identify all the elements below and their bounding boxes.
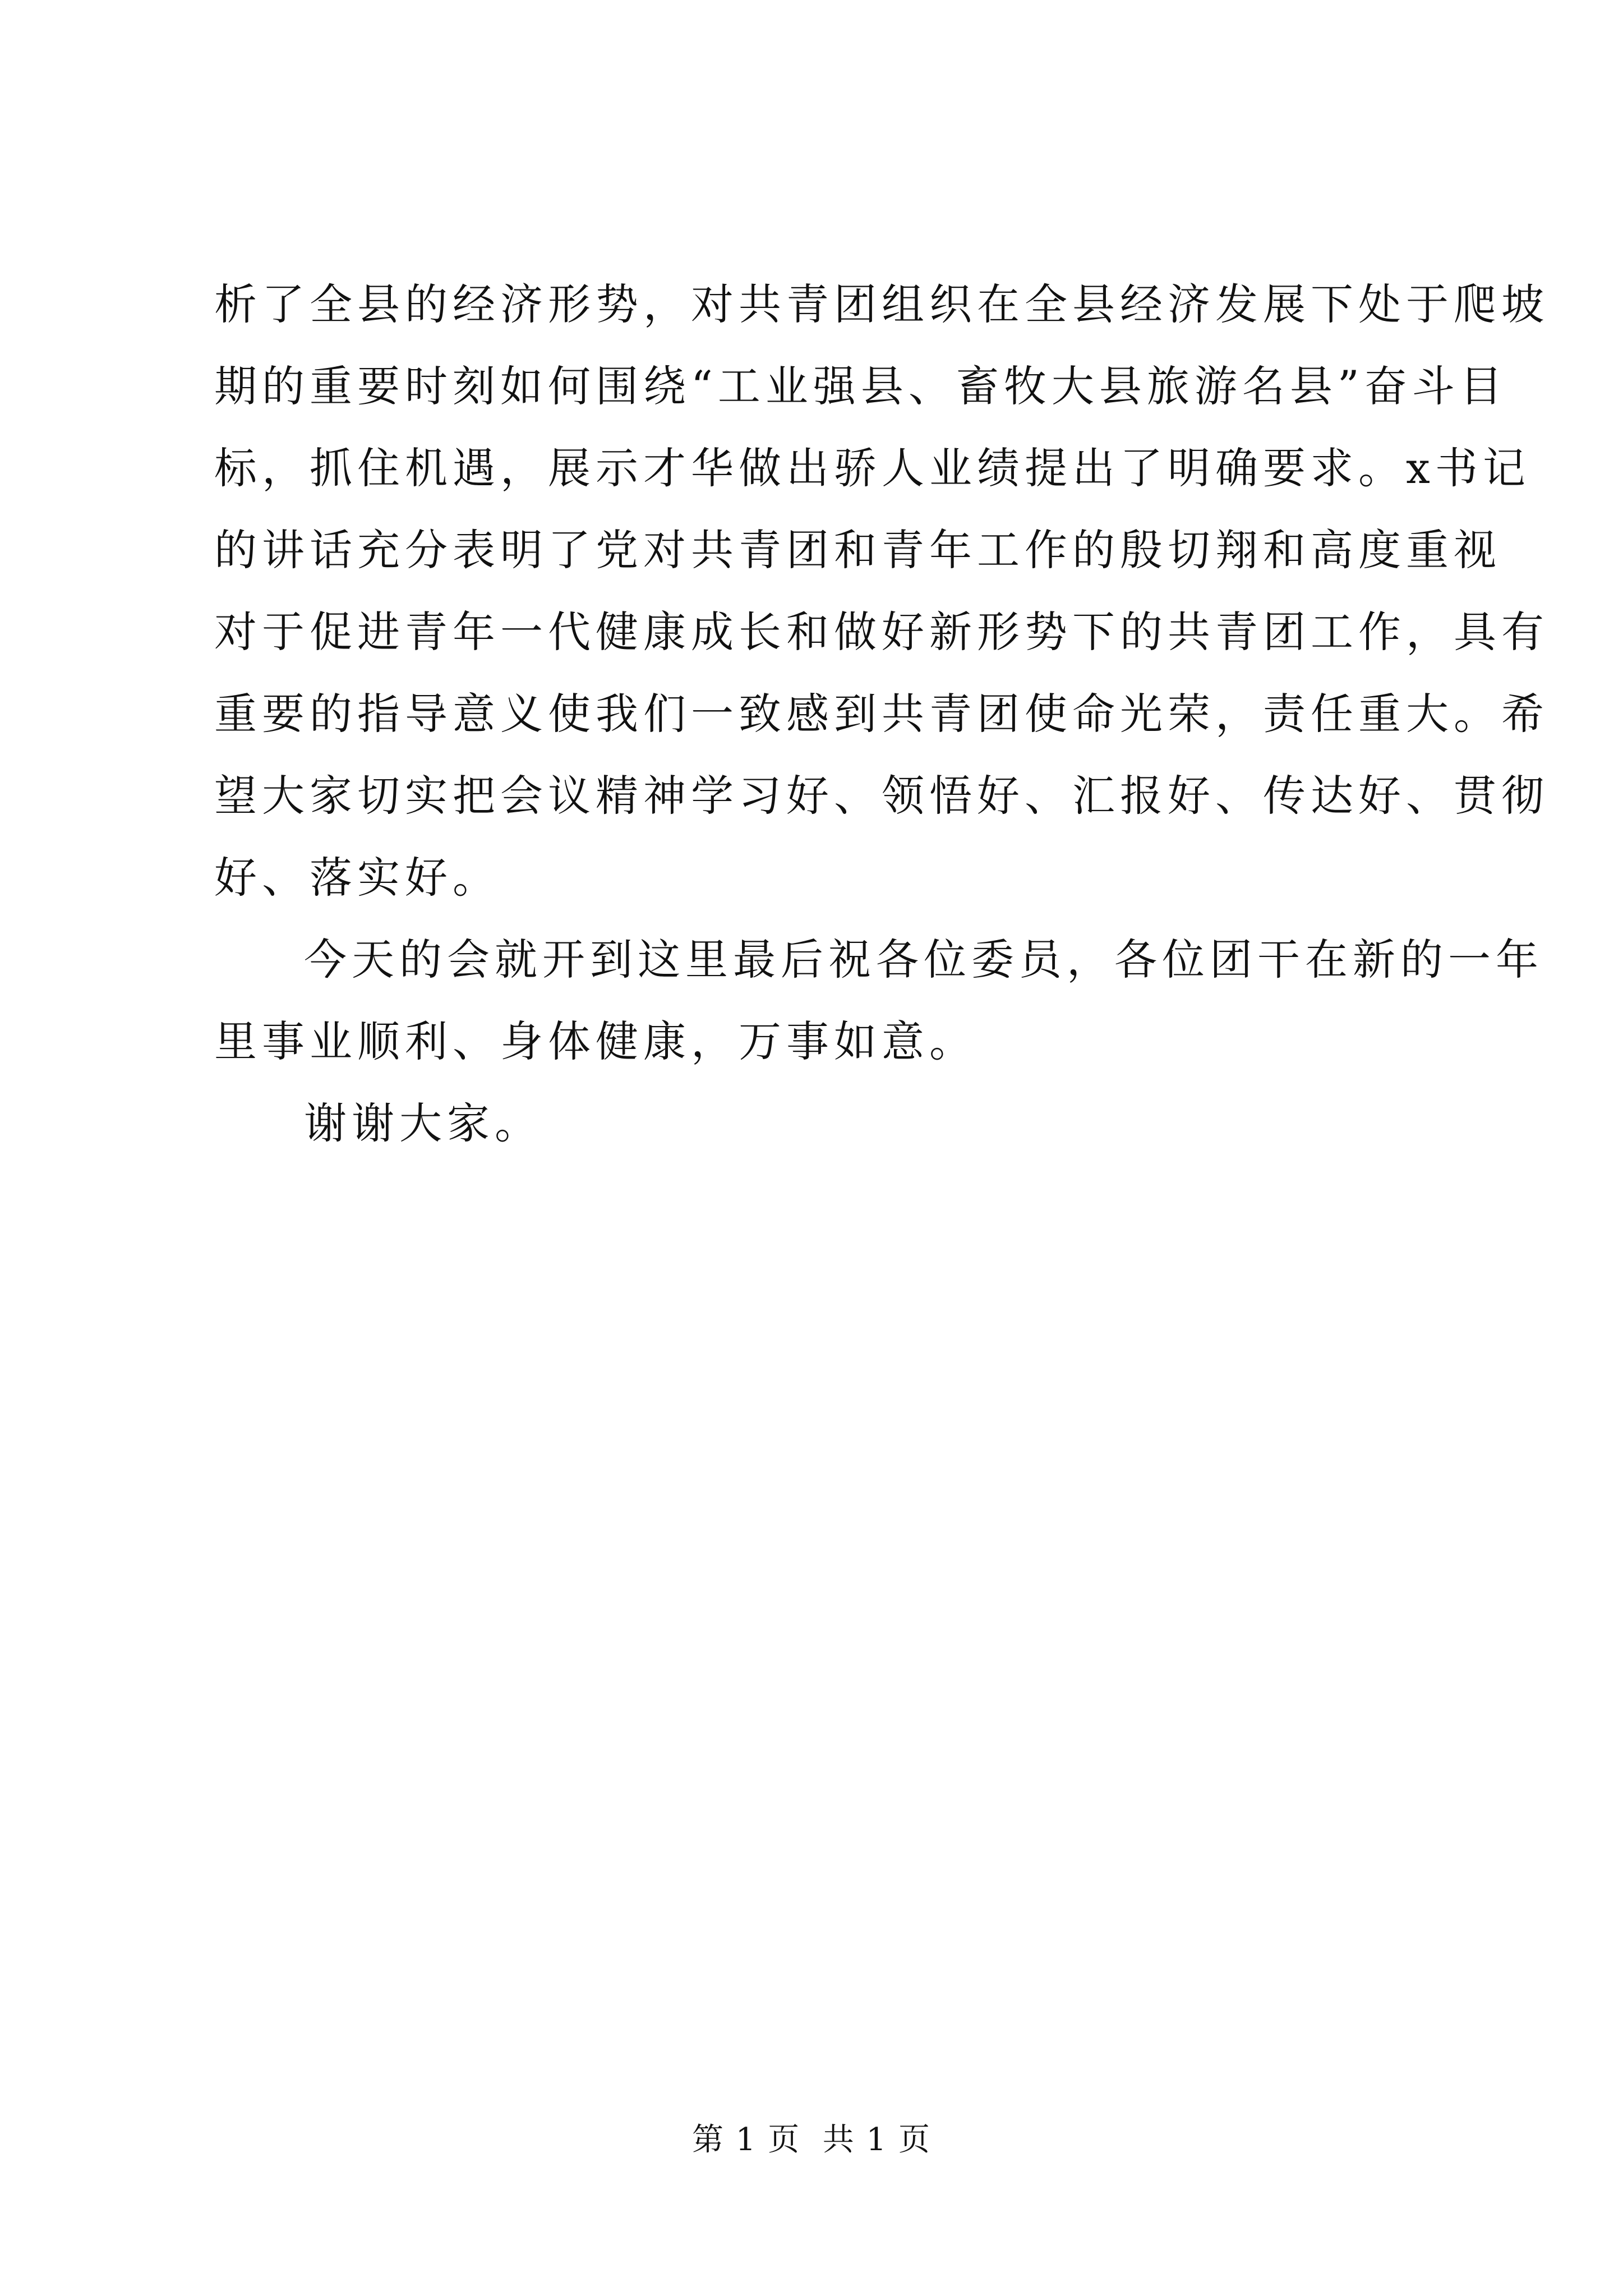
text-line: 里事业顺利、身体健康，万事如意。 [214, 1016, 977, 1066]
paragraph-3 [214, 1083, 1428, 1165]
text-line: 今天的会就开到这里最后祝各位委员，各位团干在新的一年 [304, 935, 1543, 984]
text-line: 望大家切实把会议精神学习好、领悟好、汇报好、传达好、贯彻 [214, 771, 1549, 821]
text-line: 谢谢大家。 [304, 1098, 542, 1148]
document-body [214, 264, 1549, 1165]
text-line: 对于促进青年一代健康成长和做好新形势下的共青团工作，具有 [214, 607, 1549, 657]
text-line: 期的重要时刻如何围绕“工业强县、畜牧大县旅游名县”奋斗目 [214, 361, 1507, 411]
page-footer [0, 2120, 1623, 2160]
text-line: 标，抓住机遇，展示才华做出骄人业绩提出了明确要求。x书记 [214, 443, 1530, 493]
text-line: 好、落实好。 [214, 853, 500, 903]
paragraph-2 [214, 919, 1543, 1083]
page-number-label: 第 1 页 共 1 页 [691, 2122, 932, 2158]
text-line: 重要的指导意义使我们一致感到共青团使命光荣，责任重大。希 [214, 689, 1549, 739]
paragraph-1 [214, 264, 1549, 919]
text-line: 析了全县的经济形势，对共青团组织在全县经济发展下处于爬坡 [214, 279, 1549, 329]
text-line: 的讲话充分表明了党对共青团和青年工作的殷切翔和高度重视 [214, 525, 1501, 575]
